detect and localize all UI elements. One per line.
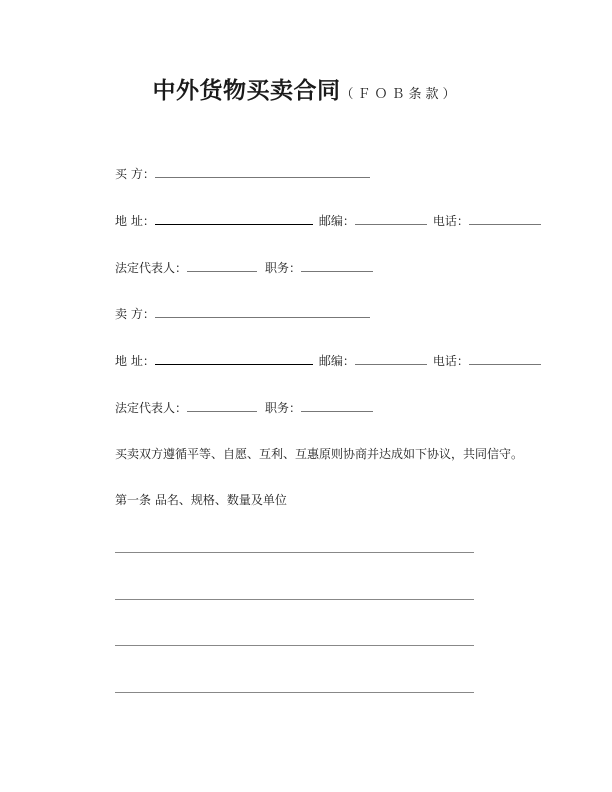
seller-postcode-label: 邮编：: [318, 354, 355, 368]
preamble-text: 买卖双方遵循平等、自愿、互利、互惠原则协商并达成如下协议，共同信守。: [115, 447, 524, 461]
buyer-position-label: 职务：: [265, 261, 302, 275]
buyer-party-label: 买 方：: [115, 167, 155, 181]
buyer-party-line: [115, 165, 370, 182]
contract-title: [0, 72, 612, 105]
buyer-address-label: 地 址：: [115, 214, 155, 228]
buyer-legal-rep-line: [115, 259, 373, 276]
seller-postcode-blank[interactable]: [355, 352, 427, 365]
seller-legal-rep-label: 法定代表人：: [115, 401, 188, 415]
buyer-phone-blank[interactable]: [469, 212, 541, 225]
seller-legal-rep-blank[interactable]: [187, 399, 257, 412]
seller-address-label: 地 址：: [115, 354, 155, 368]
seller-party-label: 卖 方：: [115, 307, 155, 321]
article1-blank-line-3[interactable]: [115, 645, 474, 646]
article1-blank-line-2[interactable]: [115, 599, 474, 600]
buyer-address-blank[interactable]: [155, 212, 313, 225]
seller-party-blank[interactable]: [155, 305, 370, 318]
seller-position-label: 职务：: [265, 401, 302, 415]
article1-heading: 第一条 品名、规格、数量及单位: [115, 493, 287, 507]
buyer-postcode-blank[interactable]: [355, 212, 427, 225]
seller-legal-rep-line: [115, 399, 373, 416]
title-main: 中外货物买卖合同: [152, 78, 341, 104]
seller-phone-blank[interactable]: [469, 352, 541, 365]
buyer-legal-rep-blank[interactable]: [187, 259, 257, 272]
seller-address-blank[interactable]: [155, 352, 313, 365]
buyer-address-line: [115, 212, 541, 229]
seller-phone-label: 电话：: [432, 354, 469, 368]
seller-party-line: [115, 305, 370, 322]
buyer-position-blank[interactable]: [301, 259, 373, 272]
article1-blank-line-4[interactable]: [115, 692, 474, 693]
buyer-party-blank[interactable]: [155, 165, 370, 178]
buyer-phone-label: 电话：: [432, 214, 469, 228]
buyer-postcode-label: 邮编：: [318, 214, 355, 228]
article1-blank-line-1[interactable]: [115, 552, 474, 553]
seller-address-line: [115, 352, 541, 369]
title-sub: （ＦＯＢ条款）: [340, 87, 460, 102]
seller-position-blank[interactable]: [301, 399, 373, 412]
buyer-legal-rep-label: 法定代表人：: [115, 261, 188, 275]
